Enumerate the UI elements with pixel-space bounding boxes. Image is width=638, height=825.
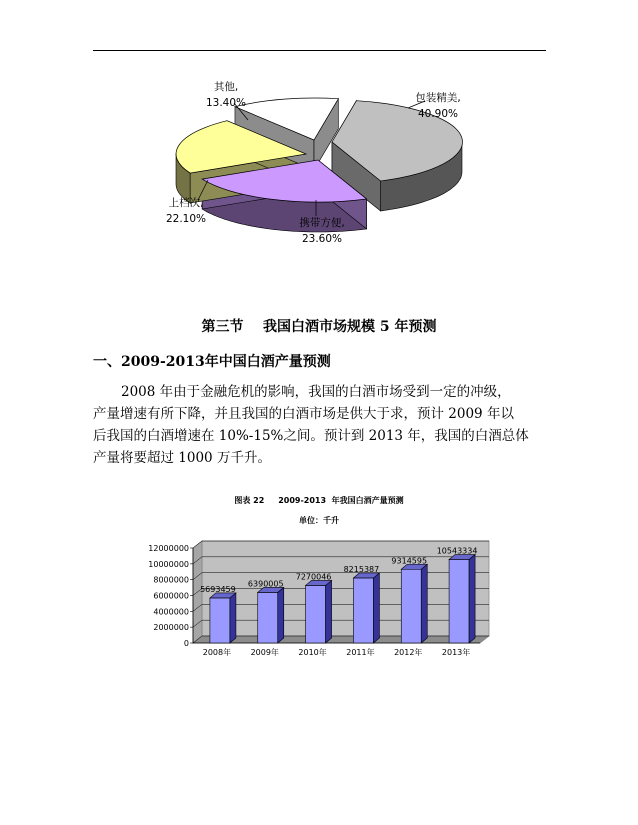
- bar-value-label: 9314595: [391, 556, 428, 566]
- bar: [210, 593, 236, 643]
- y-tick-label: 0: [183, 639, 189, 648]
- x-tick-label: 2008年: [202, 648, 232, 657]
- pie-percent: 13.40%: [205, 97, 247, 109]
- pie-percent: 23.60%: [301, 233, 343, 245]
- pie-label: 包装精美,: [415, 92, 461, 104]
- bar: [401, 564, 427, 643]
- y-tick-label: 8000000: [153, 575, 189, 585]
- bar-value-label: 5693459: [200, 584, 236, 594]
- y-tick-label: 2000000: [153, 623, 189, 633]
- x-tick-label: 2009年: [250, 648, 279, 657]
- x-tick-label: 2011年: [346, 648, 375, 657]
- y-tick-label: 6000000: [153, 591, 189, 601]
- section-title: 第三节 我国白酒市场规模 5 年预测: [201, 319, 437, 335]
- x-tick-label: 2012年: [394, 648, 423, 657]
- y-tick-label: 12000000: [148, 544, 189, 553]
- pie-percent: 40.90%: [417, 108, 459, 120]
- bar-value-label: 10543334: [436, 546, 478, 556]
- pie-label: 其他,: [213, 81, 239, 93]
- chart-unit: 单位：千升: [299, 516, 339, 525]
- x-tick-label: 2013年: [441, 648, 471, 657]
- pie-label: 上档次,: [168, 197, 204, 209]
- y-tick-label: 4000000: [153, 607, 189, 617]
- bar: [353, 573, 379, 643]
- bar-value-label: 6390005: [247, 579, 284, 589]
- pie-label: 携带方便,: [299, 217, 345, 229]
- sub-heading: 一、2009-2013年中国白酒产量预测: [93, 354, 331, 370]
- paragraph-line: 产量将要超过 1000 万千升。: [93, 450, 271, 466]
- paragraph-line: 2008 年由于金融危机的影响，我国的白酒市场受到一定的冲级，: [121, 384, 511, 400]
- plot-floor: [193, 636, 489, 643]
- paragraph-line: 后我国的白酒增速在 10%-15%之间。预计到 2013 年，我国的白酒总体: [93, 428, 529, 444]
- bar: [258, 587, 284, 643]
- bar-value-label: 7270046: [295, 572, 332, 582]
- pie-percent: 22.10%: [165, 213, 207, 225]
- bar-value-label: 8215387: [343, 564, 380, 574]
- paragraph-line: 产量增速有所下降，并且我国的白酒市场是供大于求，预计 2009 年以: [93, 406, 514, 422]
- y-tick-label: 10000000: [148, 559, 189, 569]
- bar: [306, 580, 332, 643]
- x-tick-label: 2010年: [298, 648, 327, 657]
- bar: [449, 555, 475, 643]
- chart-title: 图表 22 2009-2013 年我国白酒产量预测: [234, 496, 404, 505]
